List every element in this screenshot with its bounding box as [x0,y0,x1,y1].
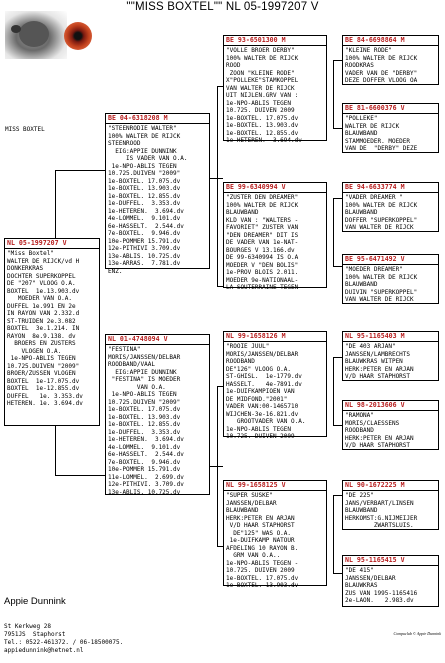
owner-block [4,580,123,663]
ring-number: BE 81-6600376 V [343,104,438,114]
ring-number: NL 95-1165403 M [343,332,438,342]
connector-line [333,60,342,61]
ring-number: BE 99-6340994 V [224,183,326,193]
connector-line [333,128,342,129]
footer-credit: Compuclub © Appie Dunnink [393,631,441,636]
pedigree-box-grandparent [223,182,327,291]
pigeon-eye-photo [64,22,92,50]
ring-number: NL 90-1672225 M [343,481,438,491]
connector-line [333,495,334,573]
pigeon-details: "SUPER SUSKE" JANSSEN/DELBAR BLAUWBAND HERK:PETER EN ARJAN V/D HAAR STAPHORST DE"125" WAS O.A. 1e-DUIFKAMP NATOUR AFDELING 10 RAYON B. GRM VAN O.A.. 1e-NPO-ABLIS TEGEN - 10.725. DUIVEN 2009 1e-BOXTEL. 17.075.dv 1e-BOXTEL. 13.903.dv [226,492,299,589]
connector-line [333,357,334,425]
pedigree-box-great-grandparent [342,480,439,530]
pedigree-box-grandparent [223,35,327,144]
connector-line [217,386,218,546]
pedigree-box-main [4,238,100,426]
owner-address: St Kerkweg 28 7951JS Staphorst Tel.: 0522-461372. / 06-18500075. appiedunnink@hetnet.nl [4,623,124,654]
pedigree-box-great-grandparent [342,555,439,607]
pedigree-box-great-grandparent [342,182,439,232]
pigeon-details: "FESTINA" MORIS/JANSSEN/DELBAR ROODBAND/VAAL EIG:APPIE DUNNINK "FESTINA" IS MOEDER VAN O.A. 1e-NPO-ABLIS TEGEN 10.725.DUIVEN "2009" 1e-BOXTEL. 17.075.dv 1e-BOXTEL. 13.903.dv 1e-BOXTEL. 12.855.dv 1e-DUFFEL. 3.353.dv 1e-HETEREN. 3.694.dv 4e-LOMMEL. 9.101.dv 6e-HASSELT. 2.544.dv 7e-BOXTEL. 9.946.dv 10e-POMMER 15.791.dv 11e-LOMMEL. 2.699.dv 12e-PITHIVI. 3.709.dv 13e-ABLIS. 10.725.dv [108,346,184,496]
pigeon-details: "RAMONA" MORIS/CLAESSENS ROODBAND HERK:PETER EN ARJAN V/D HAAR STAPHORST [345,412,414,449]
pedigree-box-great-grandparent [342,35,439,85]
connector-line [333,266,342,267]
pigeon-details: "POLLEKE" WALTER DE RIJCK BLAUWBAND STAMMOEDER. MOEDER VAN DE "DERBY" DEZE [345,115,418,152]
pigeon-details: "ROOIE JUUL" MORIS/JANSSEN/DELBAR ROODBAND DE"126" VLOOG O.A. ST-GHISL. 1e-1779.dv HASSELT. 4e-7891.dv 1e-DUIFKAMPIOEN VAN DE MIDFOND."2001" VADER VAN:00-1465710 WIJCHEN-3e-16.821.dv GROOTVADER VAN O.A. 1e-NPO-ABLIS TEGEN 10.725. DUIVEN 2009 [226,343,306,440]
pigeon-details: "VADER DREAMER " 100% WALTER DE RIJCK BLAUWBAND DOFFER "SUPERKOPPEL" VAN WALTER DE RIJCK [345,194,418,231]
pigeon-details: "Miss Boxtel" WALTER DE RIJCK/vd H DONKERKRAS DOCHTER SUPERKOPPEL DE "207" VLOOG O.A. BOXTEL 1e.13.903.dv MOEDER VAN O.A. DUFFEL 1e.991 EN 2e IN RAYON VAN 2.332.d ST-TRUIDEN 2e.3.082 BOXTEL 3e.1.214. IN RAYON 8e.9.138. dv BROERS EN ZUSTERS VLOGEN O.A. 1e-NPO-ABLIS TEGEN 10.725.DUIVEN "2009" BROER/ZUSSEN VLOGEN BOXTEL 1e-17.075.dv BOXTEL 1e-12.855.dv DUFFEL 1e. 3.353.dv HETEREN. 1e. 3.694.dv [7,250,83,407]
ring-number: NL 99-1658125 V [224,481,326,491]
pigeon-details: "ZUSTER DEN DREAMER" 100% WALTER DE RIJCK BLAUWBAND KLD VAN : "WALTERS - FAVORIET" ZUSTER VAN "DEN DREAMER" DIT IS DE VADER VAN 1e-NAT- BOURGES V 13.166.dv DE 99-6340994 IS O.A MOEDER V "DEN BOLIS" 1e-PROV BLOIS 2.011. MOEDER 9e-NATIONAAL- LA-SOUTERRAINE TEGEN [226,194,299,291]
pigeon-details: "DE 403 ARJAN" JANSSEN/LAMBRECHTS BLAUWKRAS WITPEN HERK:PETER EN ARJAN V/D HAAR STAPHORST [345,343,414,380]
photo-caption: MISS BOXTEL [5,126,45,133]
connector-line [217,86,218,286]
pedigree-box-great-grandparent [342,103,439,153]
page-title: ""MISS BOXTEL"" NL 05-1997207 V [126,1,319,13]
pedigree-box-great-grandparent [342,254,439,304]
connector-line [333,425,342,426]
pigeon-photo [5,11,67,59]
ring-number: NL 95-1165415 V [343,556,438,566]
ring-number: BE 93-6501300 M [224,36,326,46]
pigeon-details: "KLEINE RODE" 100% WALTER DE RIJCK ROODKRAS VADER VAN DE "DERBY" DEZE DOFFER VLOOG OA [345,47,418,84]
pedigree-box-grandparent [223,480,327,589]
ring-number: NL 01-4748094 V [106,335,209,345]
pigeon-details: "MOEDER DREAMER" 100% WALTER DE RIJCK BLAUWBAND DUIVIN "SUPERKOPPEL" VAN WALTER DE RIJCK [345,266,418,303]
pigeon-details: "STEENRODIE WALTER" 100% WALTER DE RIJCK STEENROOD EIG:APPIE DUNNINK IS VADER VAN O.A. 1e-NPO-ABLIS TEGEN 10.725.DUIVEN "2009" 1e-BOXTEL. 17.075.dv 1e-BOXTEL. 13.903.dv 1e-BOXTEL. 12.855.dv 1e-DUFFEL. 3.353.dv 1e-HETEREN. 3.694.dv 4e-LOMMEL. 9.101.dv 6e-HASSELT. 2.544.dv 7e-BOXTEL. 9.946.dv 10e-POMMER 15.791.dv 12e-PITHIVI 3.709.dv 13e-ABLIS. 10.725.dv 13e-ARRAS. 7.781.dv ENZ. [108,125,188,275]
pedigree-box-mother [105,334,210,495]
connector-line [333,198,334,266]
ring-number: BE 84-6698864 M [343,36,438,46]
connector-line [55,425,56,475]
pedigree-box-great-grandparent [342,400,439,450]
ring-number: BE 95-6471492 V [343,255,438,265]
owner-name: Appie Dunnink [4,596,66,607]
pedigree-box-grandparent [223,331,327,440]
ring-number: BE 94-6633774 M [343,183,438,193]
pigeon-details: "DE 225" JANS/VERBART/LINSEN BLAUWBAND HERKOMST:G.NIJMEIJER ZWARTSLUIS. [345,492,418,529]
connector-line [333,357,342,358]
connector-line [333,198,342,199]
connector-line [333,573,342,574]
connector-line [55,475,105,476]
ring-number: NL 05-1997207 V [5,239,99,249]
connector-line [55,170,56,239]
connector-line [333,495,342,496]
ring-number: BE 04-6318208 M [106,114,209,124]
connector-line [55,170,105,171]
ring-number: NL 99-1658126 M [224,332,326,342]
pedigree-box-great-grandparent [342,331,439,381]
pigeon-details: "VOLLE BROER DERBY" 100% WALTER DE RIJCK ROOD ZOON "KLEINE RODE" X"POLLEKE"STAMKOPPEL VAN WALTER DE RIJCK UIT NIJLEN.GRV VAN : 1e-NPO-ABLIS TEGEN 10.725. DUIVEN 2009 1e-BOXTEL. 17.075.dv 1e-BOXTEL. 13.903.dv 1e-BOXTEL. 12.855.dv 1e-HETEREN. 3.694.dv [226,47,302,144]
pigeon-details: "DE 415" JANSSEN/DELBAR BLAUWKRAS ZUS VAN 1995-1165416 2e-LAON. 2.983.dv [345,567,418,604]
connector-line [333,60,334,128]
pedigree-box-father [105,113,210,275]
ring-number: NL 98-2013606 V [343,401,438,411]
